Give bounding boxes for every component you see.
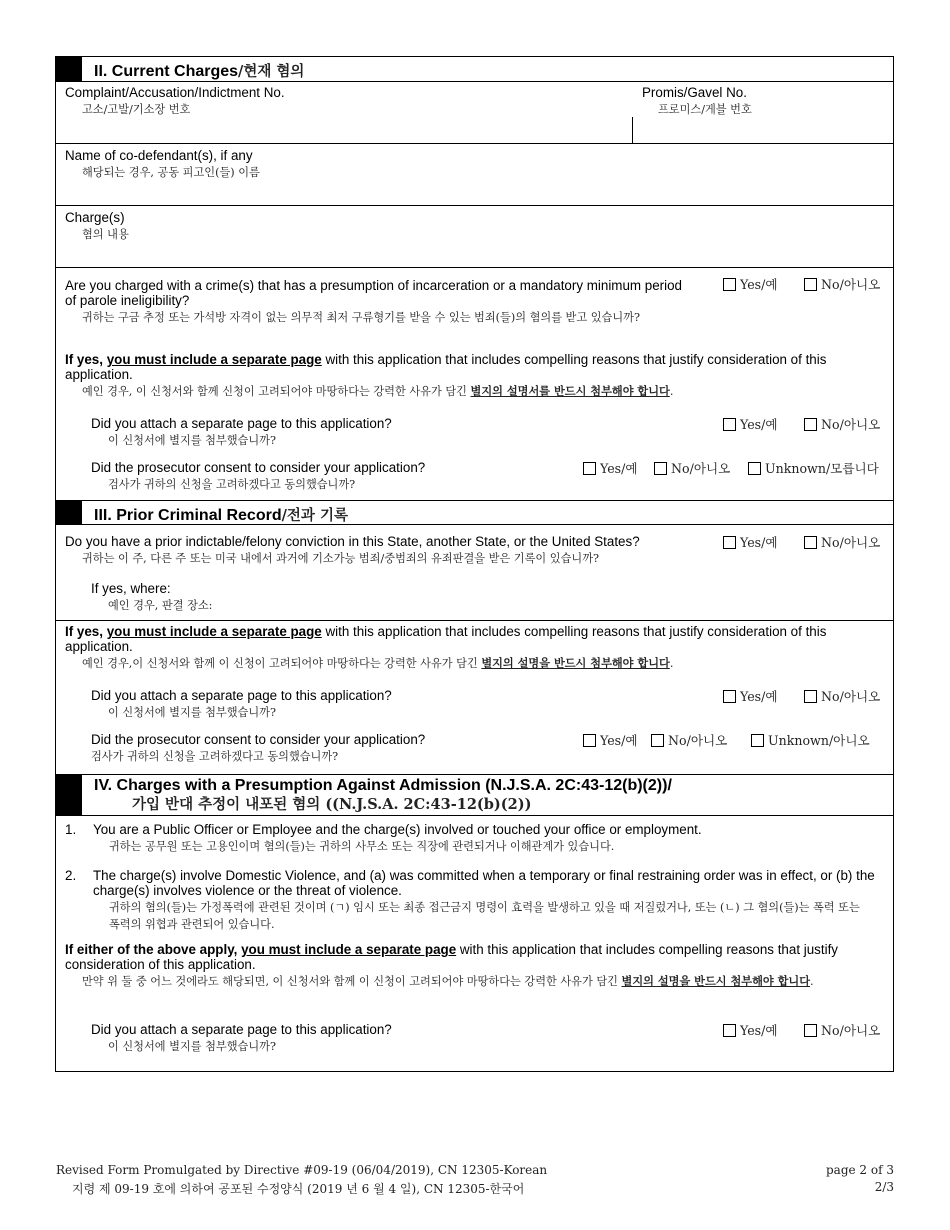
- complaint-label-ko: 고소/고발/기소장 번호: [82, 103, 191, 116]
- attach-question-ko: 이 신청서에 별지를 첨부했습니까?: [108, 434, 276, 447]
- footer-revision: Revised Form Promulgated by Directive #09-19 (06/04/2019), CN 12305-Korean: [56, 1163, 548, 1177]
- page-number-short: 2/3: [874, 1180, 894, 1194]
- prosecutor-no-option[interactable]: No/아니오: [654, 458, 730, 477]
- presumption-no-option[interactable]: No/아니오: [804, 274, 880, 293]
- unknown-checkbox[interactable]: [751, 734, 764, 747]
- section-marker: [56, 774, 82, 815]
- attach-question-ko: 이 신청서에 별지를 첨부했습니까?: [108, 1040, 276, 1053]
- attach-no-option[interactable]: No/아니오: [804, 1020, 880, 1039]
- attach-question: Did you attach a separate page to this application?: [91, 416, 392, 431]
- section-3-title: III. Prior Criminal Record/전과 기록: [94, 507, 348, 524]
- no-checkbox[interactable]: [804, 1024, 817, 1037]
- yes-checkbox[interactable]: [723, 536, 736, 549]
- prosecutor-unknown-option[interactable]: Unknown/모릅니다: [748, 458, 879, 477]
- item-2-text-ko: 귀하의 혐의(들)는 가정폭력에 관련된 것이며 (ㄱ) 임시 또는 최종 접근금지 명령이 효력을 발생하고 있을 때 저질렀거나, 또는 (ㄴ) 그 혐의(들)는 폭력 또는 폭력의 위협과 관련되어 있습니다.: [109, 901, 860, 931]
- separate-page-notice: If either of the above apply, you must include a separate page with this application that includes compelling reasons that justify consideration of this application.: [65, 942, 838, 972]
- item-1-number: 1.: [65, 822, 77, 837]
- charges-label-ko: 혐의 내용: [82, 228, 129, 241]
- prosecutor-question: Did the prosecutor consent to consider your application?: [91, 460, 426, 475]
- section-marker: [56, 57, 82, 81]
- prosecutor-question-ko: 검사가 귀하의 신청을 고려하겠다고 동의했습니까?: [108, 478, 356, 491]
- presumption-yes-option[interactable]: Yes/예: [723, 274, 778, 293]
- promis-label-ko: 프로미스/게블 번호: [658, 103, 752, 116]
- complaint-number-field[interactable]: [60, 117, 628, 141]
- yes-checkbox[interactable]: [723, 690, 736, 703]
- prosecutor-question-ko: 검사가 귀하의 신청을 고려하겠다고 동의했습니까?: [91, 750, 339, 763]
- attach-question-ko: 이 신청서에 별지를 첨부했습니까?: [108, 706, 276, 719]
- complaint-label: Complaint/Accusation/Indictment No.: [65, 85, 285, 100]
- section-2-title: II. Current Charges/현재 혐의: [94, 63, 305, 80]
- attach-question: Did you attach a separate page to this application?: [91, 1022, 392, 1037]
- yes-checkbox[interactable]: [723, 418, 736, 431]
- yes-checkbox[interactable]: [583, 462, 596, 475]
- item-1-text-ko: 귀하는 공무원 또는 고용인이며 혐의(들)는 귀하의 사무소 또는 직장에 관련되거나 이해관계가 있습니다.: [109, 840, 615, 853]
- where-label: If yes, where:: [91, 581, 171, 596]
- no-checkbox[interactable]: [654, 462, 667, 475]
- section-marker: [56, 500, 82, 524]
- unknown-checkbox[interactable]: [748, 462, 761, 475]
- separate-page-notice: If yes, you must include a separate page with this application that includes compelling reasons that justify consideration of this application.: [65, 624, 827, 654]
- item-1-text: You are a Public Officer or Employee and the charge(s) involved or touched your office or employment.: [93, 822, 702, 837]
- charges-field[interactable]: [60, 243, 888, 265]
- attach-no-option[interactable]: No/아니오: [804, 686, 880, 705]
- presumption-question: Are you charged with a crime(s) that has a presumption of incarceration or a mandatory minimum period of parole ineligibility?: [65, 278, 682, 308]
- no-checkbox[interactable]: [804, 418, 817, 431]
- prosecutor-unknown-option[interactable]: Unknown/아니오: [751, 730, 870, 749]
- prior-yes-option[interactable]: Yes/예: [723, 532, 778, 551]
- separate-page-notice-ko: 예인 경우, 이 신청서와 함께 신청이 고려되어야 마땅하다는 강력한 사유가 담긴 별지의 설명서를 반드시 첨부해야 합니다.: [82, 384, 674, 398]
- separate-page-notice-ko: 예인 경우,이 신청서와 함께 이 신청이 고려되어야 마땅하다는 강력한 사유가 담긴 별지의 설명을 반드시 첨부해야 합니다.: [82, 656, 674, 670]
- promis-number-field[interactable]: [638, 117, 888, 141]
- separate-page-notice: If yes, you must include a separate page with this application that includes compelling reasons that justify consideration of this application.: [65, 352, 827, 382]
- application-form: [55, 56, 894, 1072]
- prior-no-option[interactable]: No/아니오: [804, 532, 880, 551]
- codefendant-label: Name of co-defendant(s), if any: [65, 148, 253, 163]
- codefendant-label-ko: 해당되는 경우, 공동 피고인(들) 이름: [82, 166, 260, 179]
- no-checkbox[interactable]: [804, 536, 817, 549]
- page-number: page 2 of 3: [826, 1163, 894, 1177]
- item-2-text: The charge(s) involve Domestic Violence, and (a) was committed when a temporary or final restraining order was in effect, or (b) the charge(s) involves violence or the threat of violence.: [93, 868, 875, 898]
- attach-yes-option[interactable]: Yes/예: [723, 414, 778, 433]
- where-field[interactable]: [206, 579, 886, 613]
- charges-label: Charge(s): [65, 210, 125, 225]
- section-4-title: IV. Charges with a Presumption Against Admission (N.J.S.A. 2C:43-12(b)(2))/ 가입 반대 추정이 내포된 혐의 ((N.J.S.A. 2C:43-12(b)(2)): [94, 777, 672, 813]
- prosecutor-question: Did the prosecutor consent to consider your application?: [91, 732, 426, 747]
- yes-checkbox[interactable]: [583, 734, 596, 747]
- no-checkbox[interactable]: [651, 734, 664, 747]
- prosecutor-yes-option[interactable]: Yes/예: [583, 730, 638, 749]
- where-label-ko: 예인 경우, 판결 장소:: [108, 599, 213, 612]
- attach-question: Did you attach a separate page to this application?: [91, 688, 392, 703]
- no-checkbox[interactable]: [804, 278, 817, 291]
- yes-checkbox[interactable]: [723, 278, 736, 291]
- yes-checkbox[interactable]: [723, 1024, 736, 1037]
- footer-revision-ko: 지령 제 09-19 호에 의하여 공포된 수정양식 (2019 년 6 월 4 일), CN 12305-한국어: [72, 1182, 525, 1196]
- prior-conviction-question: Do you have a prior indictable/felony conviction in this State, another State, or the United States?: [65, 534, 640, 549]
- prosecutor-no-option[interactable]: No/아니오: [651, 730, 727, 749]
- attach-no-option[interactable]: No/아니오: [804, 414, 880, 433]
- attach-yes-option[interactable]: Yes/예: [723, 1020, 778, 1039]
- presumption-question-ko: 귀하는 구금 추정 또는 가석방 자격이 없는 의무적 최저 구류형기를 받을 수 있는 범죄(들)의 혐의를 받고 있습니까?: [82, 311, 640, 324]
- separate-page-notice-ko: 만약 위 둘 중 어느 것에라도 해당되면, 이 신청서와 함께 이 신청이 고려되어야 마땅하다는 강력한 사유가 담긴 별지의 설명을 반드시 첨부해야 합니다.: [82, 974, 814, 988]
- no-checkbox[interactable]: [804, 690, 817, 703]
- item-2-number: 2.: [65, 868, 77, 883]
- codefendant-field[interactable]: [60, 181, 888, 203]
- prior-conviction-question-ko: 귀하는 이 주, 다른 주 또는 미국 내에서 과거에 기소가능 범죄/중범죄의 유죄판결을 받은 기록이 있습니까?: [82, 552, 600, 565]
- attach-yes-option[interactable]: Yes/예: [723, 686, 778, 705]
- prosecutor-yes-option[interactable]: Yes/예: [583, 458, 638, 477]
- promis-label: Promis/Gavel No.: [642, 85, 747, 100]
